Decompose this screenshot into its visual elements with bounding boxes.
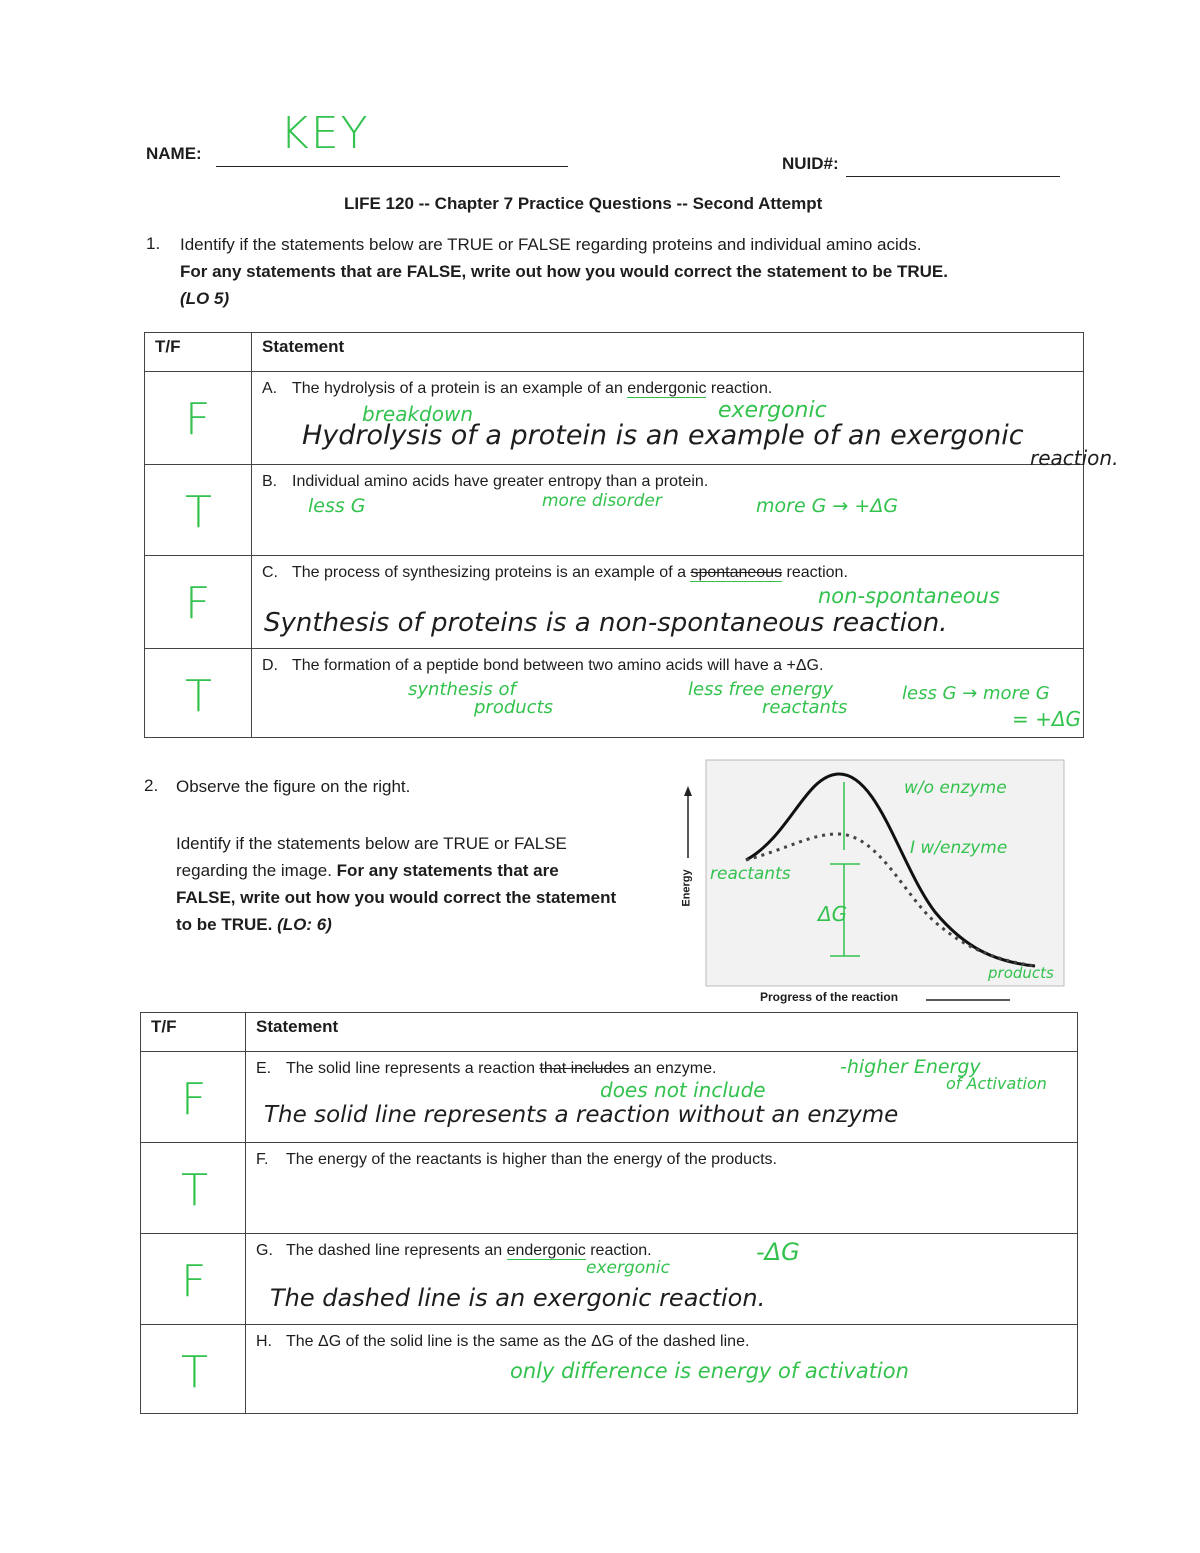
q2-row-f-letter: F. <box>256 1151 269 1168</box>
q1-row-b-answer: T <box>185 487 212 538</box>
q1-row-c-letter: C. <box>262 564 278 581</box>
q1-table <box>144 332 1119 738</box>
nuid-line <box>846 158 1060 177</box>
q2-row-g-note-1: -ΔG <box>756 1238 800 1266</box>
q1-instructions <box>180 231 1050 312</box>
q1-row-c-statement <box>252 556 1084 649</box>
q2-row-h-note-1: only difference is energy of activation <box>510 1359 909 1383</box>
fig-note-with-enzyme: I w/enzyme <box>910 838 1008 858</box>
fig-note-delta-g: ΔG <box>818 902 848 926</box>
q1-row-d-letter: D. <box>262 657 278 674</box>
q1-row-a-tf <box>145 372 252 465</box>
fig-note-no-enzyme: w/o enzyme <box>904 778 1007 798</box>
q2-row-e-pre: The solid line represents a reaction <box>286 1060 540 1077</box>
q1-row-c-keyword: spontaneous <box>690 564 783 581</box>
q2-row-f-answer: T <box>181 1165 208 1216</box>
fig-note-reactants: reactants <box>710 864 791 884</box>
q1-row-a-post: reaction. <box>706 380 773 397</box>
q2-line5: to be TRUE. <box>176 915 273 934</box>
q2-row-f-text <box>256 1151 777 1169</box>
q2-number: 2. <box>144 776 159 795</box>
q2-row-h-text <box>256 1333 749 1351</box>
q2-row-f-pre: The energy of the reactants is higher than the energy of the products. <box>286 1151 777 1168</box>
name-label: NAME: <box>146 144 202 163</box>
nuid-label: NUID#: <box>782 154 839 173</box>
q2-row-g-keyword: endergonic <box>506 1242 586 1259</box>
q2-col-tf: T/F <box>141 1013 246 1052</box>
page-title: LIFE 120 -- Chapter 7 Practice Questions -- Second Attempt <box>344 194 823 213</box>
q1-row-a-pre: The hydrolysis of a protein is an example of an <box>292 380 628 397</box>
q1-row-a-text <box>262 380 772 398</box>
q2-line3-row <box>176 857 676 884</box>
q1-col-tf: T/F <box>145 333 252 372</box>
q2-line1: Observe the figure on the right. <box>176 777 411 796</box>
q1-row-d-note-5: less G → more G <box>902 683 1050 704</box>
q2-row-g-answer: F <box>181 1256 207 1307</box>
q2-row-f-tf <box>141 1143 246 1234</box>
q2-row-h-tf <box>141 1325 246 1414</box>
q2-line3: regarding the image. <box>176 861 332 880</box>
y-axis-label: Energy <box>680 869 693 907</box>
q1-row-c-tf <box>145 556 252 649</box>
q2-row-g-note-2: exergonic <box>586 1258 671 1278</box>
q1-row-d-note-1: synthesis of <box>408 679 516 700</box>
q1-row-b-text <box>262 473 708 491</box>
q2-row-e-note-1: does not include <box>600 1078 766 1102</box>
q2-col-statement: Statement <box>246 1013 1078 1052</box>
q1-row-a-statement <box>252 372 1119 470</box>
q1-row-b-tf <box>145 465 252 556</box>
q2-row-e-statement <box>246 1052 1078 1143</box>
q2-row-h-pre: The ΔG of the solid line is the same as the ΔG of the dashed line. <box>286 1333 750 1350</box>
q2-row-h-answer: T <box>181 1347 208 1398</box>
q1-line1: Identify if the statements below are TRUE or FALSE regarding proteins and individual amino acids. <box>180 235 922 254</box>
q1-row-b-note-2: more disorder <box>542 491 662 511</box>
q1-row-c-note-1: non-spontaneous <box>818 584 1000 608</box>
q1-row-b-note-1: less G <box>308 495 366 517</box>
q2-line4: FALSE, write out how you would correct the statement <box>176 888 617 907</box>
q1-row-d-note-6: = +ΔG <box>1012 707 1082 731</box>
q2-row-e-keyword: that includes <box>539 1060 630 1077</box>
q2-table <box>140 1012 1078 1414</box>
q2-row-g-statement <box>246 1234 1078 1325</box>
q1-row-c-text <box>262 564 848 582</box>
q1-row-a-answer: F <box>185 394 211 445</box>
q2-row-e-note-3: of Activation <box>946 1074 1047 1093</box>
energy-figure <box>680 756 1080 1006</box>
q2-row-e-text <box>256 1060 716 1078</box>
q1-line2: For any statements that are FALSE, write out how you would correct the statement to be TRUE. <box>180 262 948 281</box>
q2-instructions <box>176 830 676 938</box>
q1-row-a-note-2: exergonic <box>718 398 827 423</box>
q2-line3b: For any statements that are <box>336 861 559 880</box>
q1-row-d-note-3: less free energy <box>688 679 834 700</box>
q2-row-e-note-2: -higher Energy <box>840 1056 981 1078</box>
q1-row-d-pre: The formation of a peptide bond between two amino acids will have a +ΔG. <box>292 657 824 674</box>
fig-note-products: products <box>988 964 1054 982</box>
q1-row-d-answer: T <box>185 671 212 722</box>
q2-row-g-letter: G. <box>256 1242 273 1259</box>
y-axis-arrowhead <box>684 786 692 796</box>
q2-line5b: (LO: 6) <box>277 915 332 934</box>
q1-row-c-answer: F <box>185 578 211 629</box>
q2-row-g-tf <box>141 1234 246 1325</box>
q1-row-a-correction: Hydrolysis of a protein is an example of an exergonic <box>302 420 1024 451</box>
q1-col-statement: Statement <box>252 333 1084 372</box>
q2-row-e-post: an enzyme. <box>629 1060 717 1077</box>
q2-row-f-statement <box>246 1143 1078 1234</box>
x-axis-label: Progress of the reaction <box>760 990 899 1004</box>
q2-row-g-post: reaction. <box>585 1242 652 1259</box>
q1-row-a-note-1: breakdown <box>362 402 474 426</box>
q1-row-c-post: reaction. <box>782 564 848 581</box>
q1-row-c-correction: Synthesis of proteins is a non-spontaneous reaction. <box>264 608 948 638</box>
q2-row-h-statement <box>246 1325 1078 1414</box>
q2-row-e-correction: The solid line represents a reaction without an enzyme <box>264 1102 899 1128</box>
q1-row-d-tf <box>145 649 252 738</box>
q1-row-d-note-4: reactants <box>762 697 848 718</box>
q1-row-b-pre: Individual amino acids have greater entropy than a protein. <box>292 473 709 490</box>
name-line <box>216 148 568 167</box>
q1-row-d-text <box>262 657 823 675</box>
q1-row-a-keyword: endergonic <box>627 380 707 397</box>
q2-row-e-letter: E. <box>256 1060 272 1077</box>
q1-row-b-note-3: more G → +ΔG <box>756 495 899 517</box>
q1-row-d-statement <box>252 649 1084 738</box>
q1-row-c-pre: The process of synthesizing proteins is an example of a <box>292 564 691 581</box>
q2-row-e-tf <box>141 1052 246 1143</box>
q1-row-b-letter: B. <box>262 473 278 490</box>
q1-row-a-letter: A. <box>262 380 278 397</box>
name-value: KEY <box>280 108 370 159</box>
q2-row-g-correction: The dashed line is an exergonic reaction. <box>270 1284 766 1312</box>
q2-line5-row <box>176 911 676 938</box>
q1-line3: (LO 5) <box>180 289 230 308</box>
q1-row-a-correction-2: reaction. <box>1030 446 1119 470</box>
q1-number: 1. <box>146 234 161 253</box>
q2-row-h-letter: H. <box>256 1333 272 1350</box>
q2-line2: Identify if the statements below are TRUE or FALSE <box>176 834 567 853</box>
q2-row-e-answer: F <box>181 1074 207 1125</box>
q2-row-g-pre: The dashed line represents an <box>286 1242 507 1259</box>
q1-row-b-statement <box>252 465 1084 556</box>
q1-row-d-note-2: products <box>474 697 554 718</box>
